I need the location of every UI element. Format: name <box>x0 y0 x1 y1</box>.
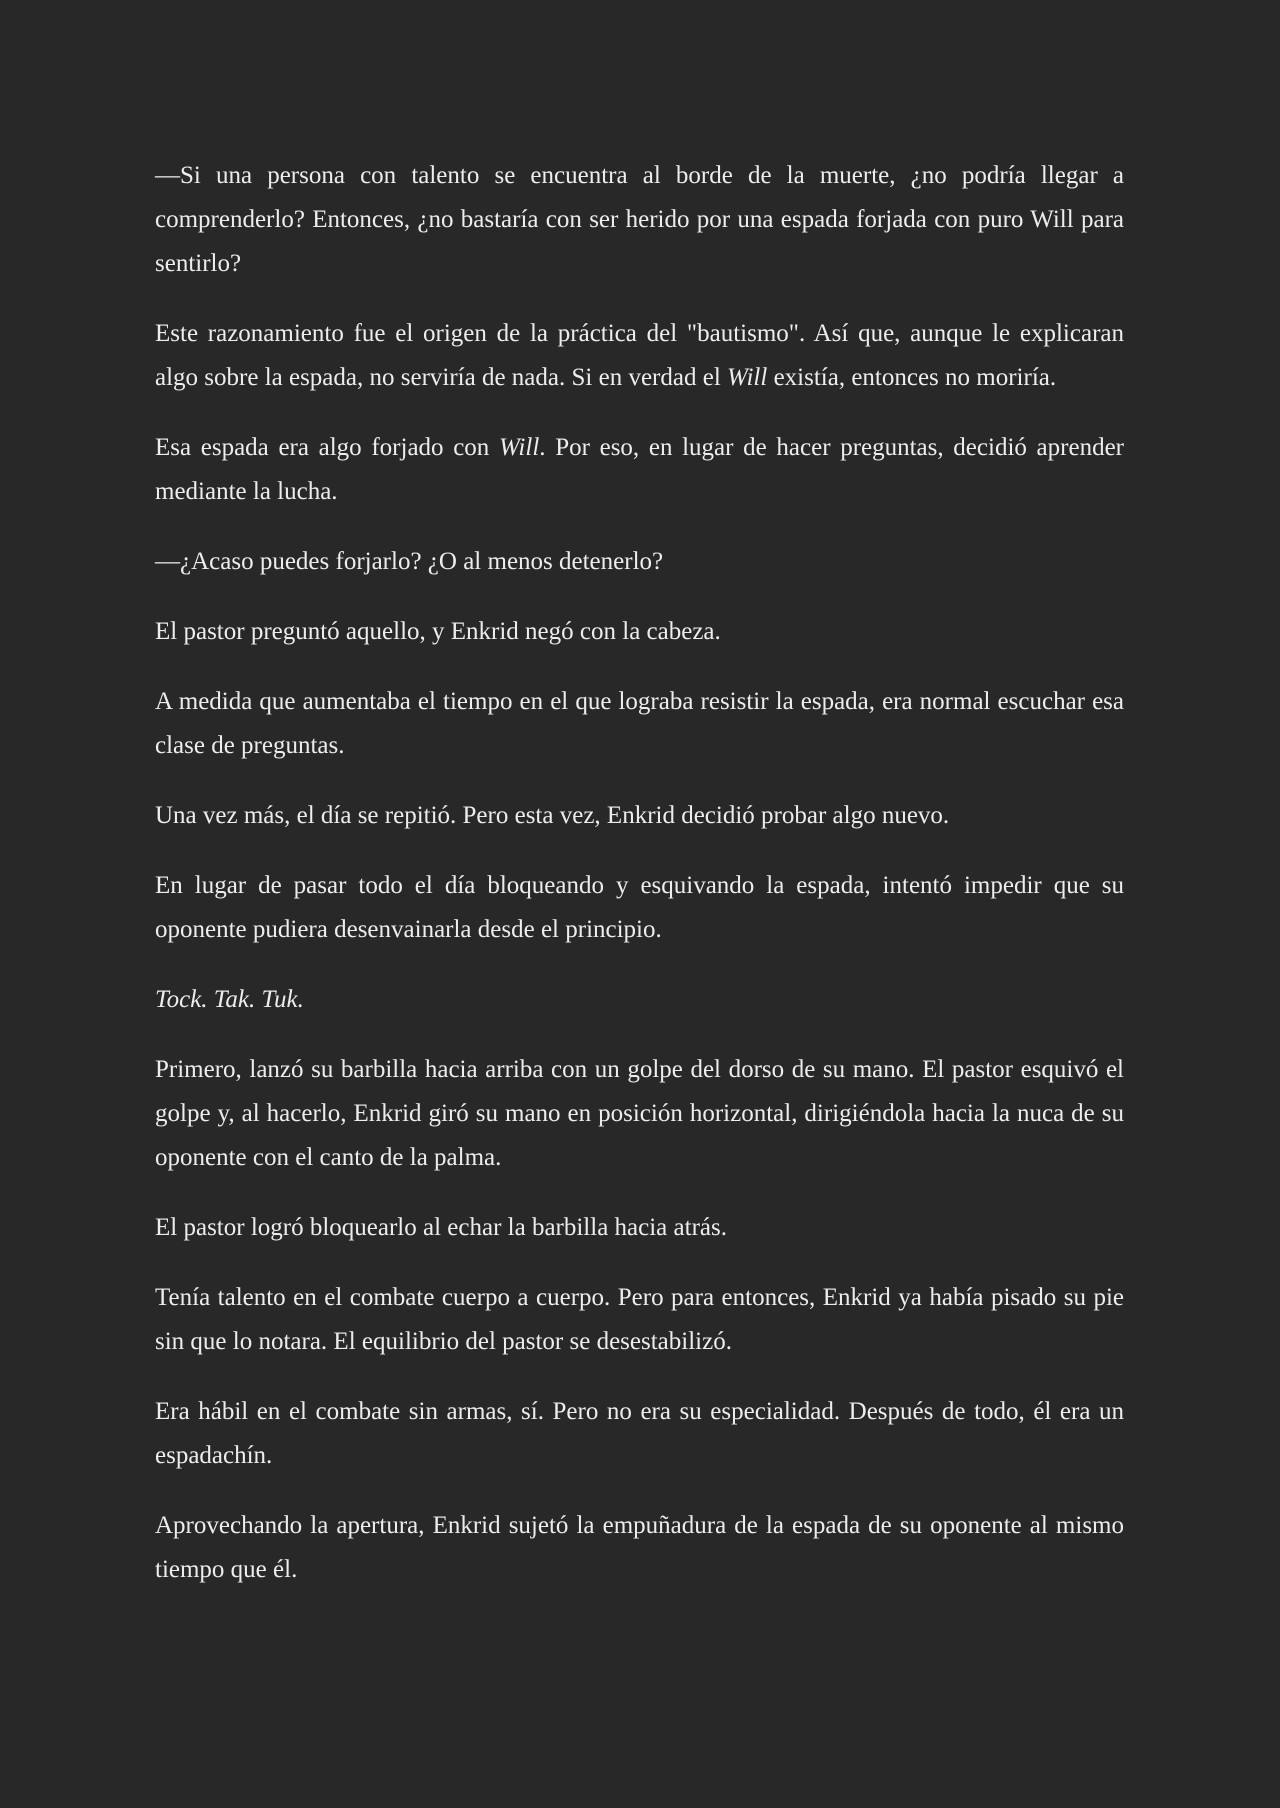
text-run: Una vez más, el día se repitió. Pero esta vez, Enkrid decidió probar algo nuevo. <box>155 802 950 829</box>
text-run: Primero, lanzó su barbilla hacia arriba con un golpe del dorso de su mano. El pastor esquivó el golpe y, al hacerlo, Enkrid giró su mano en posición horizontal, dirigiéndola hacia la nuca de su oponente con el canto de la palma. <box>155 1056 1124 1171</box>
paragraph <box>155 426 1124 514</box>
text-run: En lugar de pasar todo el día bloqueando y esquivando la espada, intentó impedir que su oponente pudiera desenvainarla desde el principio. <box>155 872 1124 943</box>
italic-text-run: Will <box>498 434 540 461</box>
paragraph <box>155 1390 1124 1478</box>
text-run: El pastor preguntó aquello, y Enkrid negó con la cabeza. <box>155 618 721 645</box>
paragraph <box>155 540 1124 584</box>
italic-text-run: Tock. Tak. Tuk. <box>155 986 304 1013</box>
text-run: Aprovechando la apertura, Enkrid sujetó la empuñadura de la espada de su oponente al mismo tiempo que él. <box>155 1512 1124 1583</box>
paragraph <box>155 864 1124 952</box>
chapter-text <box>155 154 1124 1592</box>
paragraph <box>155 610 1124 654</box>
paragraph <box>155 1048 1124 1180</box>
paragraph <box>155 1504 1124 1592</box>
paragraph <box>155 1276 1124 1364</box>
text-run: . Por eso, en lugar de hacer preguntas, decidió aprender mediante la lucha. <box>155 434 1124 505</box>
text-run: Era hábil en el combate sin armas, sí. Pero no era su especialidad. Después de todo, él era un espadachín. <box>155 1398 1124 1469</box>
paragraph <box>155 1206 1124 1250</box>
paragraph <box>155 154 1124 286</box>
text-run: A medida que aumentaba el tiempo en el que lograba resistir la espada, era normal escuchar esa clase de preguntas. <box>155 688 1124 759</box>
text-run: Este razonamiento fue el origen de la práctica del "bautismo". Así que, aunque le explicaran algo sobre la espada, no serviría de nada. Si en verdad el <box>155 320 1124 391</box>
text-run: —Si una persona con talento se encuentra al borde de la muerte, ¿no podría llegar a comprenderlo? Entonces, ¿no bastaría con ser herido por una espada forjada con puro Will para sentirlo? <box>155 162 1124 277</box>
paragraph <box>155 794 1124 838</box>
text-run: El pastor logró bloquearlo al echar la barbilla hacia atrás. <box>155 1214 727 1241</box>
paragraph <box>155 312 1124 400</box>
text-run: Tenía talento en el combate cuerpo a cuerpo. Pero para entonces, Enkrid ya había pisado su pie sin que lo notara. El equilibrio del pastor se desestabilizó. <box>155 1284 1124 1355</box>
italic-text-run: Will <box>727 364 768 391</box>
paragraph <box>155 978 1124 1022</box>
text-run: existía, entonces no moriría. <box>767 364 1057 391</box>
paragraph <box>155 680 1124 768</box>
text-run: —¿Acaso puedes forjarlo? ¿O al menos detenerlo? <box>155 548 664 575</box>
text-run: Esa espada era algo forjado con <box>155 434 499 461</box>
